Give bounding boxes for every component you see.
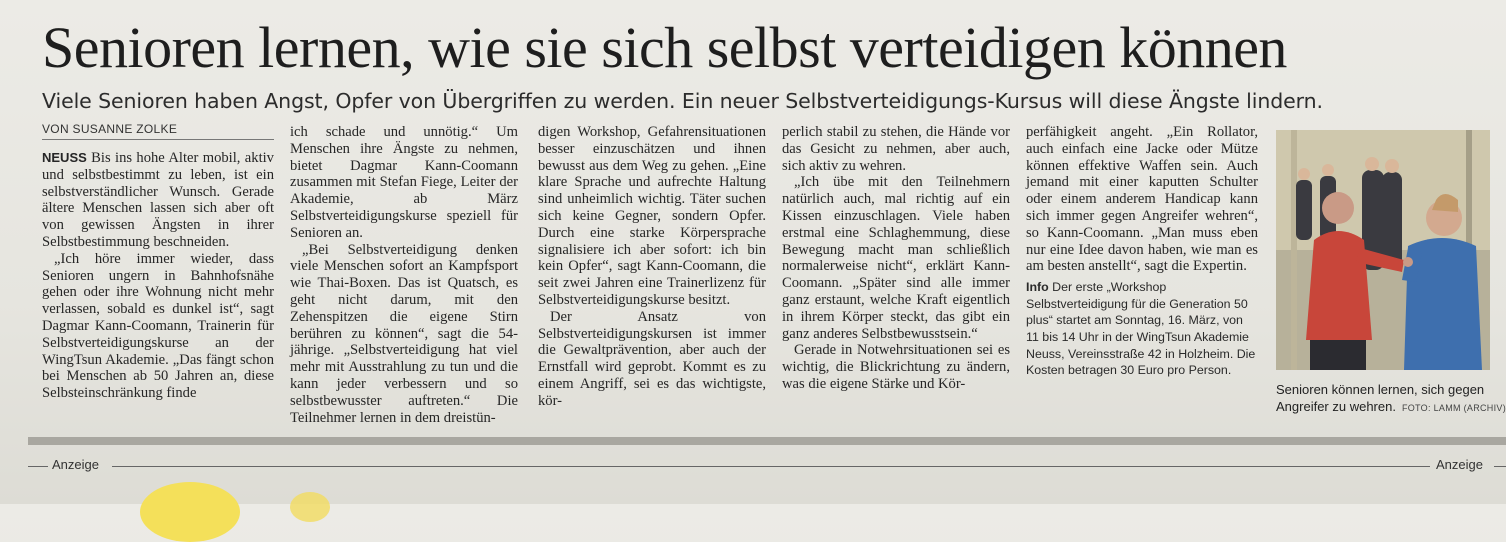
ad-label-right: Anzeige — [1436, 457, 1483, 472]
article-column-1 — [42, 150, 274, 415]
info-text: Der erste „Workshop Selbstverteidigung für die Generation 50 plus“ startet am Sonntag, 16. März, von 11 bis 14 Uhr in der WingTsun Akademie Neuss, Vereinsstraße 42 in Holzheim. Die Kosten betragen 30 Euro pro Person. — [1026, 280, 1256, 378]
byline: VON SUSANNE ZOLKE — [42, 122, 274, 140]
dateline: NEUSS — [42, 150, 87, 165]
column-1-text-1: Bis ins hohe Alter mobil, aktiv und selbstbestimmt zu leben, ist ein selbstverständlicher Wunsch. Gerade ältere Menschen lassen sich aber oft von gewissen Ängsten in ihrer Selbstbestimmung beschneiden. — [42, 150, 274, 250]
info-box — [1026, 279, 1258, 379]
column-4-paragraph-3: Gerade in Notwehrsituationen sei es wichtig, die Blickrichtung zu ändern, was die eigene Stärke und Kör- — [782, 342, 1010, 392]
column-2-paragraph-1: ich schade und unnötig.“ Um Menschen ihre Ängste zu nehmen, bietet Dagmar Kann-Coomann zusammen mit Stefan Fiege, Leiter der Akademie, ab März Selbstverteidigungskurse speziell für Senioren an. — [290, 124, 518, 241]
headline: Senioren lernen, wie sie sich selbst verteidigen können — [42, 15, 1287, 80]
ad-line-middle — [112, 466, 1430, 467]
article-photo — [1276, 130, 1490, 370]
ad-label-left: Anzeige — [52, 457, 99, 472]
ad-line-right — [1494, 466, 1506, 467]
article-column-2 — [290, 124, 518, 426]
caption-text: Senioren können lernen, sich gegen Angreifer zu wehren. — [1276, 382, 1485, 414]
ad-graphic — [140, 482, 240, 542]
column-3-paragraph-2: Der Ansatz von Selbstverteidigungskursen ist immer die Gewaltprävention, aber auch der Ernstfall wird geprobt. Kommt es zu einem Angriff, sei es das wichtigste, kör- — [538, 308, 766, 409]
article-column-4 — [782, 124, 1010, 415]
ad-line-left — [28, 466, 48, 467]
info-label: Info — [1026, 280, 1049, 295]
photo-credit: FOTO: LAMM (ARCHIV) — [1401, 403, 1506, 413]
column-4-paragraph-2: „Ich übe mit den Teilnehmern natürlich auch, mal richtig auf ein Kissen einzuschlagen. Viele haben erstmal eine Schlaghemmung, diese Bewegung macht man schließlich normalerweise nicht“, erklärt Kann-Coomann. „Später sind alle immer ganz erstaunt, welche Kraft eigentlich in ihrem Körper steckt, das gibt ein ganz anderes Selbstbewusstsein.“ — [782, 174, 1010, 342]
article-column-5 — [1026, 124, 1258, 415]
section-divider — [28, 437, 1506, 445]
column-4-paragraph-1: perlich stabil zu stehen, die Hände vor das Gesicht zu nehmen, aber auch, sich aktiv zu wehren. — [782, 124, 1010, 174]
column-1-paragraph-2: „Ich höre immer wieder, dass Senioren ungern in Bahnhofsnähe gehen oder ihre Wohnung nicht mehr verlassen, sobald es dunkel ist“, sagt Dagmar Kann-Coomann, Trainerin für Selbstverteidigungskurse an der WingTsun Akademie. „Das fängt schon bei Menschen ab 50 Jahren an, diese Selbsteinschränkung finde — [42, 250, 274, 402]
column-5-paragraph-1: perfähigkeit angeht. „Ein Rollator, auch einfach eine Jacke oder Mütze können effektive Waffen sein. Auch jemand mit einer kaputten Schulter oder einem anderem Handicap kann sich immer gegen Angreifer wehren“, so Kann-Coomann. „Man muss eben nur eine Idee davon haben, wie man es am besten anstellt“, sagt die Expertin. — [1026, 124, 1258, 275]
photo-caption — [1276, 381, 1506, 417]
column-3-paragraph-1: digen Workshop, Gefahrensituationen besser einzuschätzen und ihnen bewusst aus dem Weg zu gehen. „Eine klare Sprache und aufrechte Haltung sind unheimlich wichtig. Täter suchen sich keine Gegner, sondern Opfer. Durch eine starke Körpersprache signalisiere ich aber sofort: ich bin kein Opfer“, sagt Kann-Coomann, die seit zwei Jahren eine Trainerlizenz für Selbstverteidigungskurse besitzt. — [538, 124, 766, 308]
article-column-3 — [538, 124, 766, 415]
subheadline: Viele Senioren haben Angst, Opfer von Übergriffen zu werden. Ein neuer Selbstverteidigungs-Kursus will diese Ängste lindern. — [42, 89, 1323, 113]
column-2-paragraph-2: „Bei Selbstverteidigung denken viele Menschen sofort an Kampfsport wie Thai-Boxen. Das ist Quatsch, es geht nicht darum, mit den Zehenspitzen die eigene Stirn berühren zu können“, sagt die 54-jährige. „Selbstverteidigung hat viel mehr mit Ausstrahlung zu tun und die kann jeder verbessern und so selbstbewusster auftreten.“ Die Teilnehmer lernen in dem dreistün- — [290, 241, 518, 426]
column-1-paragraph-1 — [42, 150, 274, 251]
photo-illustration — [1276, 130, 1490, 370]
ad-graphic-secondary — [290, 492, 330, 522]
